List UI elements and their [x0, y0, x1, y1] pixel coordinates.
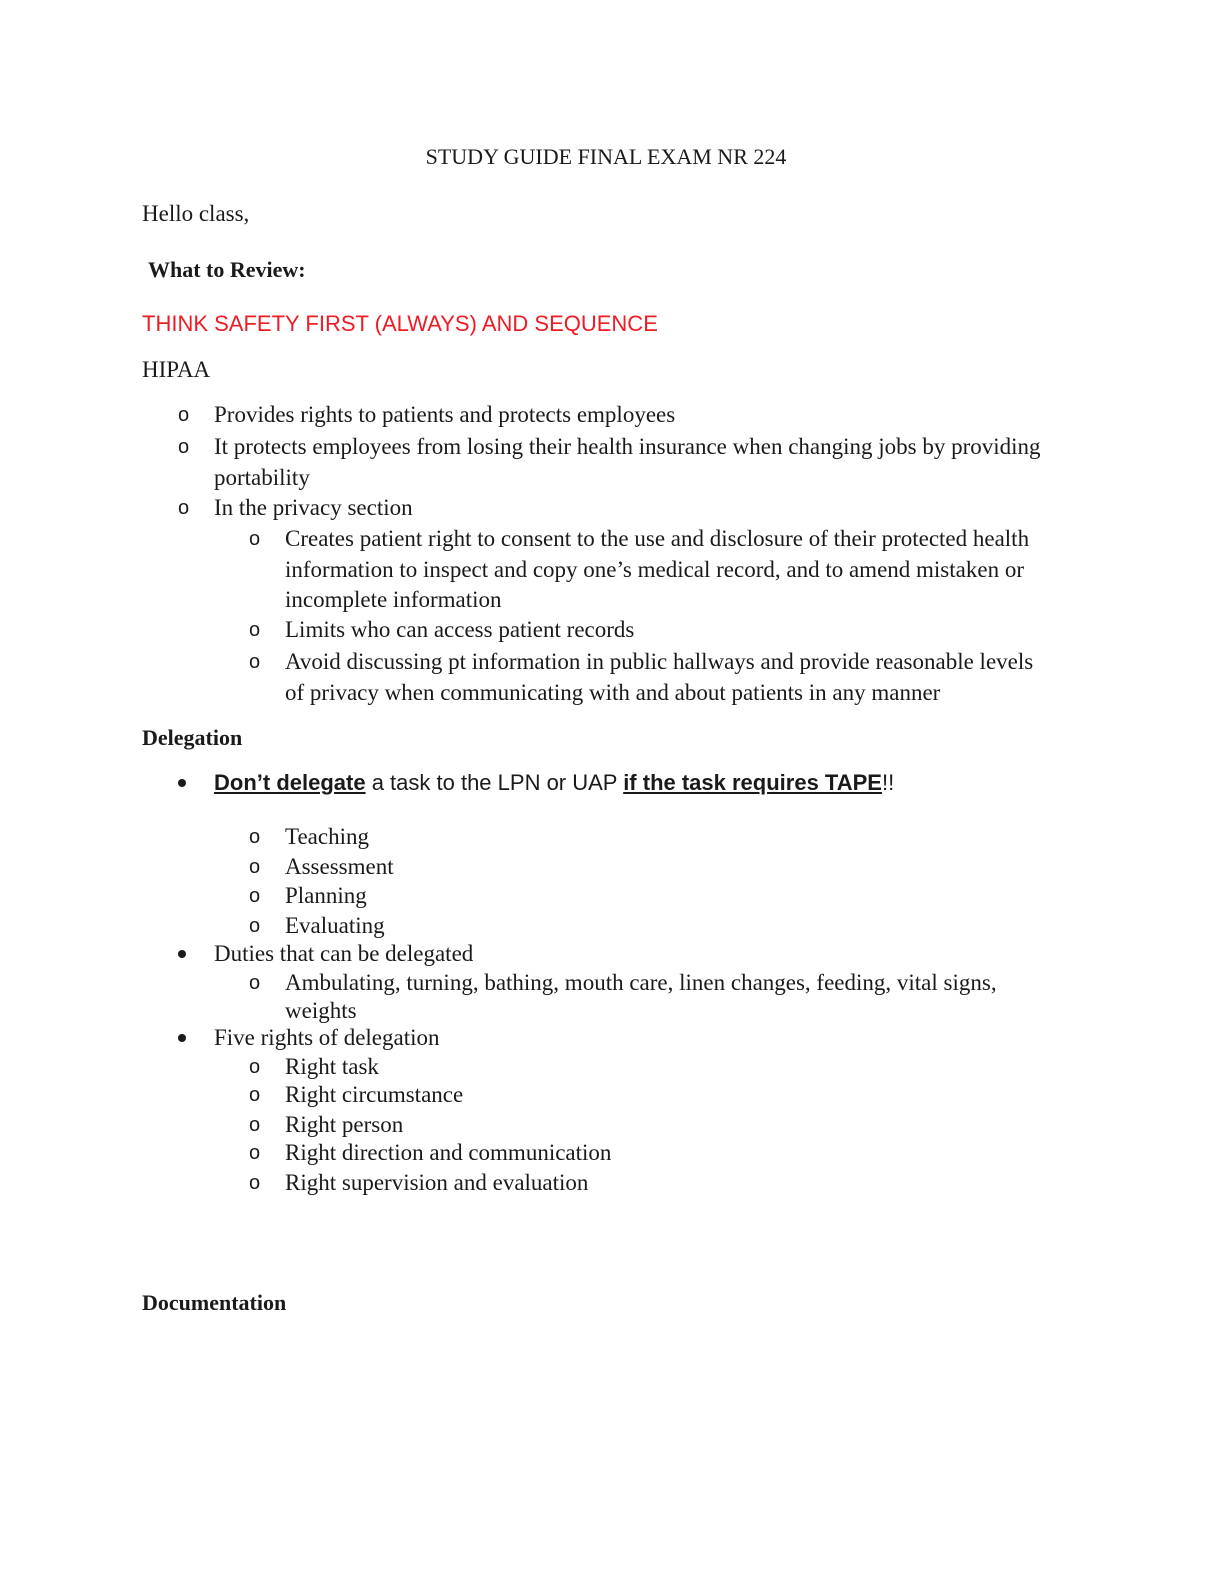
list-marker-circle: o	[249, 1172, 261, 1194]
list-marker-circle: o	[249, 826, 261, 848]
privacy-sub-consent-cont: information to inspect and copy one’s medical record, and to amend mistaken or	[285, 557, 1024, 582]
safety-note: THINK SAFETY FIRST (ALWAYS) AND SEQUENCE	[142, 311, 658, 336]
list-marker-circle: o	[178, 497, 190, 519]
privacy-sub-consent-cont2: incomplete information	[285, 587, 502, 612]
duties-heading: Duties that can be delegated	[214, 941, 474, 966]
right-person: Right person	[285, 1112, 404, 1137]
tape-rule	[214, 768, 894, 798]
tape-rule-requires-tape: if the task requires TAPE	[623, 770, 882, 795]
list-marker-circle: o	[249, 619, 261, 641]
right-circumstance: Right circumstance	[285, 1082, 464, 1107]
greeting-text: Hello class,	[142, 201, 250, 226]
review-heading: What to Review:	[148, 257, 306, 282]
page-title: STUDY GUIDE FINAL EXAM NR 224	[425, 144, 787, 169]
tape-rule-dont-delegate: Don’t delegate	[214, 770, 366, 795]
rights-heading: Five rights of delegation	[214, 1025, 440, 1050]
right-direction: Right direction and communication	[285, 1140, 612, 1165]
tape-item-planning: Planning	[285, 883, 367, 908]
hipaa-item-rights: Provides rights to patients and protects employees	[214, 402, 676, 427]
privacy-sub-consent: Creates patient right to consent to the use and disclosure of their protected health	[285, 526, 1030, 551]
list-marker-circle: o	[249, 972, 261, 994]
hipaa-heading: HIPAA	[142, 357, 211, 382]
bullet-dot	[178, 1034, 186, 1042]
list-marker-circle: o	[249, 651, 261, 673]
hipaa-item-portability: It protects employees from losing their health insurance when changing jobs by providing	[214, 434, 1041, 459]
right-task: Right task	[285, 1054, 379, 1079]
list-marker-circle: o	[249, 1114, 261, 1136]
list-marker-circle: o	[249, 1084, 261, 1106]
privacy-sub-access: Limits who can access patient records	[285, 617, 635, 642]
tape-rule-exclaim: !!	[881, 770, 895, 795]
bullet-dot	[178, 950, 186, 958]
list-marker-circle: o	[249, 915, 261, 937]
list-marker-circle: o	[249, 885, 261, 907]
tape-rule-middle: a task to the LPN or UAP	[365, 770, 624, 795]
list-marker-circle: o	[249, 1056, 261, 1078]
list-marker-circle: o	[249, 528, 261, 550]
list-marker-circle: o	[178, 436, 190, 458]
documentation-heading: Documentation	[142, 1290, 287, 1315]
list-marker-circle: o	[249, 856, 261, 878]
list-marker-circle: o	[178, 404, 190, 426]
duties-list: Ambulating, turning, bathing, mouth care, linen changes, feeding, vital signs,	[285, 970, 997, 995]
privacy-sub-hallways: Avoid discussing pt information in public hallways and provide reasonable levels	[285, 649, 1034, 674]
tape-item-evaluating: Evaluating	[285, 913, 385, 938]
duties-list-cont: weights	[285, 998, 357, 1023]
hipaa-item-privacy: In the privacy section	[214, 495, 413, 520]
bullet-dot	[178, 779, 186, 787]
privacy-sub-hallways-cont: of privacy when communicating with and about patients in any manner	[285, 680, 941, 705]
hipaa-item-portability-cont: portability	[214, 465, 310, 490]
tape-item-assessment: Assessment	[285, 854, 394, 879]
right-supervision: Right supervision and evaluation	[285, 1170, 589, 1195]
delegation-heading: Delegation	[142, 725, 243, 750]
list-marker-circle: o	[249, 1142, 261, 1164]
tape-item-teaching: Teaching	[285, 824, 369, 849]
